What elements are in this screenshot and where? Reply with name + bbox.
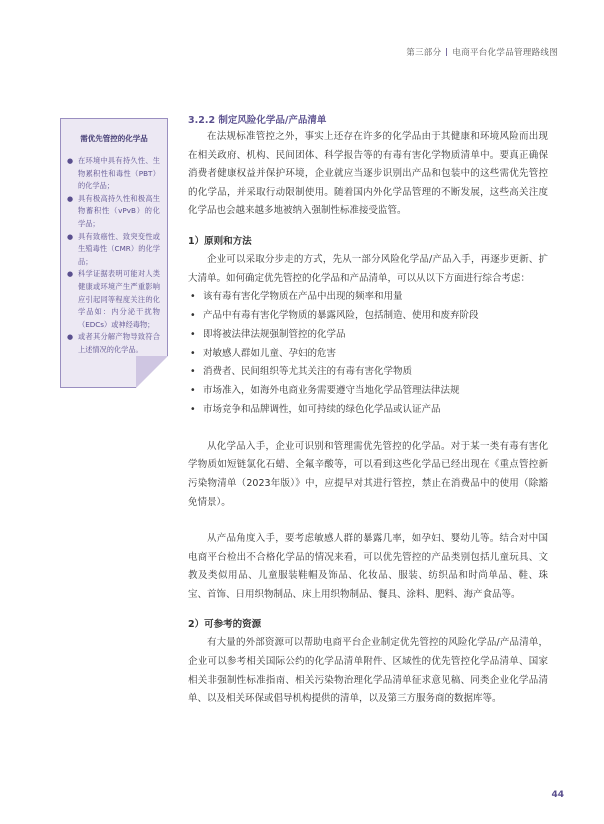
list-item: • 对敏感人群如儿童、孕妇的危害 — [188, 345, 548, 364]
bullet-icon: • — [190, 309, 196, 321]
bullet-icon: • — [190, 328, 196, 340]
resources-paragraph: 有大量的外部资源可以帮助电商平台企业制定优先管控的风险化学品/产品清单，企业可以参考相关国际公约的化学品清单附件、区域性的优先管控化学品清单、国家相关非强制性标准指南、相关污染物治理化学品清单征求意见稿、同类企业化学品清单、以及相关环保或倡导机构提供的清单，以及第三方服务商的数据库等。 — [188, 637, 548, 705]
page-header — [406, 46, 558, 58]
product-approach-paragraph: 从产品角度入手，要考虑敏感人群的暴露几率，如孕妇、婴幼儿等。结合对中国电商平台检出不合格化学品的情况来看，可以优先管控的产品类别包括儿童玩具、文教及类似用品、儿童服装鞋帽及饰品、化妆品、服装、纺织品和时尚单品、鞋、珠宝、首饰、日用织物制品、床上用织物制品、餐具、涂料、肥料、海产食品等。 — [188, 533, 548, 600]
bullet-icon: • — [190, 366, 196, 378]
sidebar-note — [60, 118, 168, 388]
list-item: • 市场竞争和品牌调性，如可持续的绿色化学品或认证产品 — [188, 401, 548, 420]
bullet-icon: • — [190, 403, 196, 415]
chemical-approach-paragraph: 从化学品入手，企业可识别和管理需优先管控的化学品。对于某一类有毒有害化学物质如短链氯化石蜡、全氟辛酸等，可以看到这些化学品已经出现在《重点管控新污染物清单（2023年版）》中，应提早对其进行管控，禁止在消费品中的使用（除豁免情景）。 — [188, 440, 548, 508]
note-item: ● 具有极高持久性和极高生物蓄积性（vPvB）的化学品； — [67, 193, 160, 228]
list-item: • 即将被法律法规强制管控的化学品 — [188, 326, 548, 345]
subsection-title-resources: 2）可参考的资源 — [188, 619, 262, 631]
bullet-icon: ● — [67, 333, 74, 342]
header-part: 第三部分 — [406, 48, 442, 58]
intro-paragraph: 在法规标准管控之外，事实上还存在许多的化学品由于其健康和环境风险而出现在相关政府、机构、民间团体、科学报告等的有毒有害化学物质清单中。要真正确保消费者健康权益并保护环境，企业就应当逐步识别出产品和包装中的这些需优先管控的化学品，并采取行动限制使用。随着国内外化学品管理的不断发展，这些高关注度化学品也会越来越多地被纳入强制性标准接受监管。 — [188, 131, 548, 217]
note-list — [67, 155, 160, 357]
bullet-icon: • — [190, 385, 196, 397]
bullet-icon: • — [190, 291, 196, 303]
note-item: ● 具有致癌性、致突变性或生殖毒性（CMR）的化学品； — [67, 231, 160, 266]
list-item: • 市场准入，如海外电商业务需要遵守当地化学品管理法律法规 — [188, 382, 548, 401]
bullet-icon: ● — [67, 232, 74, 241]
main-content — [188, 114, 548, 709]
list-item: • 消费者、民间组织等尤其关注的有毒有害化学物质 — [188, 363, 548, 382]
note-title: 需优先管控的化学品 — [80, 134, 148, 143]
bullet-icon: • — [190, 347, 196, 359]
subsection-title-principles: 1）原则和方法 — [188, 235, 252, 247]
header-divider — [446, 48, 447, 56]
page-number: 44 — [551, 790, 564, 800]
note-item: ● 科学证据表明可能对人类健康或环境产生严重影响应引起同等程度关注的化学品如：内分泌干扰物（EDCs）或神经毒物； — [67, 269, 160, 329]
section-title: 3.2.2 制定风险化学品/产品清单 — [188, 115, 327, 126]
bullet-icon: ● — [67, 194, 74, 203]
note-item: ● 或者其分解产物导致符合上述情况的化学品。 — [67, 332, 160, 354]
header-title: 电商平台化学品管理路线图 — [452, 48, 558, 58]
bullet-icon: ● — [67, 157, 74, 165]
list-item: • 产品中有毒有害化学物质的暴露风险，包括制造、使用和废弃阶段 — [188, 307, 548, 326]
note-item: ● 在环境中具有持久性、生物累积性和毒性（PBT）的化学品； — [67, 156, 160, 191]
principles-paragraph: 企业可以采取分步走的方式，先从一部分风险化学品/产品入手，再逐步更新、扩大清单。如何确定优先管控的化学品和产品清单，可以从以下方面进行综合考虑： — [188, 253, 548, 284]
criteria-list — [188, 288, 548, 420]
bullet-icon: ● — [67, 270, 74, 279]
list-item: • 该有毒有害化学物质在产品中出现的频率和用量 — [188, 288, 548, 307]
